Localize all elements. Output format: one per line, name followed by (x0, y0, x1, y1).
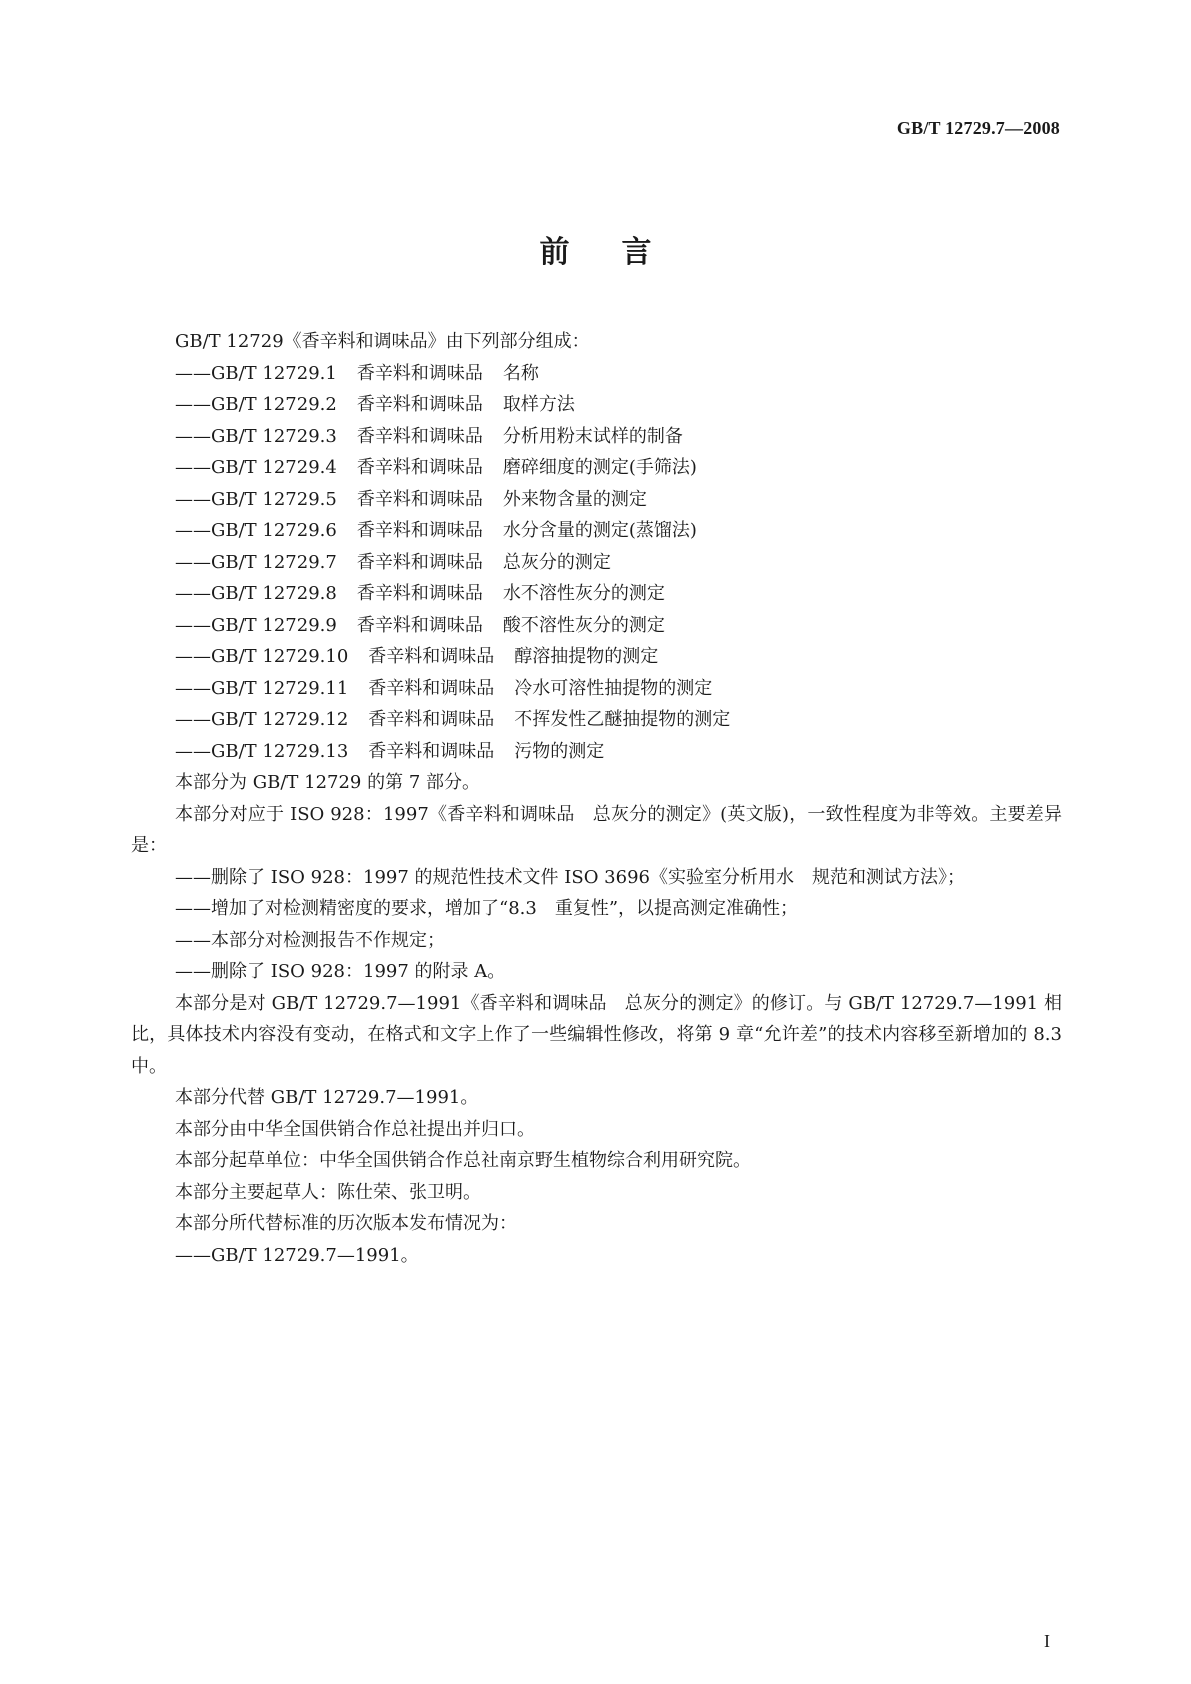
part-name: 香辛料和调味品 (356, 551, 483, 573)
list-item (131, 736, 1062, 768)
intro-paragraph: GB/T 12729《香辛料和调味品》由下列部分组成： (175, 331, 590, 352)
replaces-paragraph: 本部分代替 GB/T 12729.7—1991。 (175, 1087, 479, 1108)
part-code: ——GB/T 12729.4 (175, 457, 337, 478)
part-subject: 取样方法 (502, 394, 575, 415)
part-subject: 酸不溶性灰分的测定 (502, 614, 665, 636)
proposed-by-paragraph: 本部分由中华全国供销合作总社提出并归口。 (175, 1118, 535, 1140)
history-intro-paragraph: 本部分所代替标准的历次版本发布情况为： (175, 1213, 517, 1234)
part-subject: 水不溶性灰分的测定 (502, 583, 665, 604)
part-subject: 不挥发性乙醚抽提物的测定 (514, 709, 731, 730)
revision-paragraph: 本部分是对 GB/T 12729.7—1991《香辛料和调味品 总灰分的测定》的修订。与 GB/T 12729.7—1991 相比，具体技术内容没有变动，在格式和文字上作了一些编辑性修改，将第 9 章“允许差”的技术内容移至新增加的 8.3 中。 (131, 992, 1062, 1077)
part-code: ——GB/T 12729.8 (175, 583, 337, 604)
part-name: 香辛料和调味品 (356, 457, 483, 478)
part-subject: 分析用粉末试样的制备 (502, 425, 683, 447)
part-name: 香辛料和调味品 (356, 425, 483, 447)
part-code: ——GB/T 12729.5 (175, 488, 337, 510)
list-item (131, 389, 1062, 421)
list-item: ——增加了对检测精密度的要求，增加了“8.3 重复性”，以提高测定准确性； (175, 898, 799, 919)
list-item (131, 610, 1062, 642)
list-item: ——本部分对检测报告不作规定； (175, 929, 445, 951)
part-code: ——GB/T 12729.2 (175, 394, 337, 415)
part-name: 香辛料和调味品 (356, 362, 483, 384)
list-item (131, 484, 1062, 516)
part-name: 香辛料和调味品 (356, 614, 483, 636)
correspondence-paragraph: 本部分对应于 ISO 928：1997《香辛料和调味品 总灰分的测定》(英文版)，一致性程度为非等效。主要差异是： (131, 803, 1062, 856)
part-name: 香辛料和调味品 (368, 677, 495, 699)
differences-list (131, 862, 1062, 988)
part-subject: 水分含量的测定(蒸馏法) (502, 520, 697, 541)
part-code: ——GB/T 12729.11 (175, 677, 349, 699)
part-code: ——GB/T 12729.10 (175, 646, 349, 667)
list-item (131, 452, 1062, 484)
standard-code-header: GB/T 12729.7—2008 (896, 118, 1060, 138)
list-item (131, 547, 1062, 579)
part-subject: 磨碎细度的测定(手筛法) (502, 457, 697, 478)
list-item (131, 358, 1062, 390)
part-code: ——GB/T 12729.1 (175, 362, 337, 384)
page-title: 前言 (539, 235, 704, 270)
part-code: ——GB/T 12729.9 (175, 614, 337, 636)
list-item (131, 704, 1062, 736)
list-item (131, 421, 1062, 453)
list-item: ——删除了 ISO 928：1997 的规范性技术文件 ISO 3696《实验室分析用水 规范和测试方法》； (175, 866, 965, 888)
part-code: ——GB/T 12729.13 (175, 740, 349, 762)
part-subject: 名称 (502, 362, 539, 384)
drafters-paragraph: 本部分主要起草人：陈仕荣、张卫明。 (175, 1181, 481, 1203)
page-number: I (1044, 1631, 1050, 1651)
part-subject: 冷水可溶性抽提物的测定 (514, 677, 713, 699)
part-name: 香辛料和调味品 (368, 740, 495, 762)
list-item (131, 515, 1062, 547)
foreword-body (131, 326, 1062, 1271)
part-code: ——GB/T 12729.12 (175, 709, 349, 730)
part-statement: 本部分为 GB/T 12729 的第 7 部分。 (175, 772, 480, 793)
part-name: 香辛料和调味品 (356, 520, 483, 541)
list-item (131, 673, 1062, 705)
list-item: ——删除了 ISO 928：1997 的附录 A。 (175, 961, 506, 982)
list-item (131, 578, 1062, 610)
list-item (131, 641, 1062, 673)
part-code: ——GB/T 12729.3 (175, 425, 337, 447)
part-code: ——GB/T 12729.7 (175, 551, 337, 573)
part-name: 香辛料和调味品 (356, 394, 483, 415)
part-subject: 污物的测定 (514, 740, 605, 762)
part-name: 香辛料和调味品 (368, 709, 495, 730)
part-name: 香辛料和调味品 (356, 583, 483, 604)
part-subject: 醇溶抽提物的测定 (514, 646, 659, 667)
parts-list (131, 358, 1062, 768)
part-subject: 外来物含量的测定 (502, 488, 647, 510)
drafting-unit-paragraph: 本部分起草单位：中华全国供销合作总社南京野生植物综合利用研究院。 (175, 1150, 751, 1171)
part-name: 香辛料和调味品 (356, 488, 483, 510)
list-item: ——GB/T 12729.7—1991。 (175, 1244, 419, 1266)
part-code: ——GB/T 12729.6 (175, 520, 337, 541)
part-name: 香辛料和调味品 (368, 646, 495, 667)
part-subject: 总灰分的测定 (502, 551, 611, 573)
